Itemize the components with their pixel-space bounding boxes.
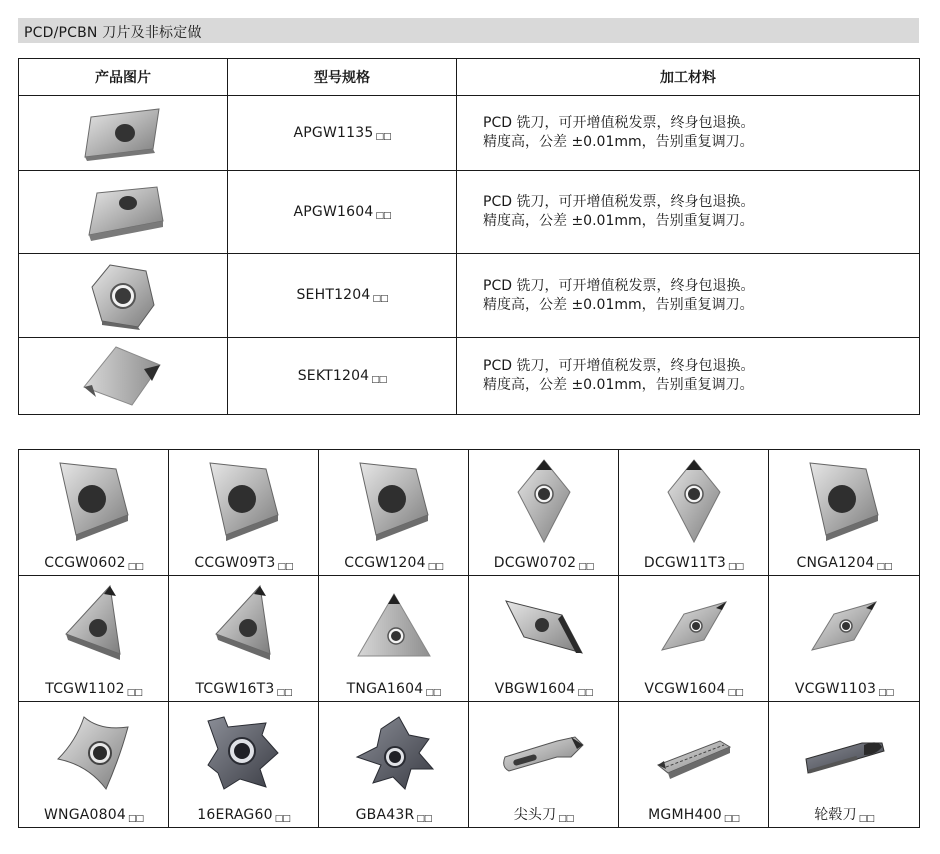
model-cell: SEHT1204 □□ [228,254,457,338]
v-insert-icon [808,600,880,654]
product-image-cell [19,338,228,415]
triangle-insert-icon [354,590,434,664]
product-label: 轮毂刀 □□ [814,807,874,824]
table-row [19,96,920,171]
sekt-insert-icon [78,345,168,407]
grid-cell [19,576,169,702]
product-label: 尖头刀 □□ [513,807,574,824]
product-label: GBA43R □□ [355,807,432,824]
grid-cell [169,576,319,702]
grid-cell [469,576,619,702]
grid-cell [769,450,920,576]
apgw-insert-icon [73,103,173,163]
grid-cell [619,450,769,576]
product-label: CCGW1204 □□ [344,555,443,572]
grid-cell [469,450,619,576]
rhombic-insert-icon [204,459,284,543]
product-image-cell [19,254,228,338]
apgw-insert-icon [73,181,173,243]
grid-cell [19,702,169,828]
product-label: TNGA1604 □□ [346,681,441,698]
product-image-cell [19,171,228,254]
material-cell: PCD 铣刀，可开增值税发票，终身包退换。 精度高，公差 ±0.01mm，告别重复调刀。 [457,96,920,171]
spec-table [18,58,920,415]
rhombic-insert-icon [54,459,134,543]
grid-cell [619,702,769,828]
product-label: TCGW1102 □□ [45,681,142,698]
column-header-model: 型号规格 [228,59,457,96]
hub-tool-icon [802,725,886,781]
grid-cell [319,576,469,702]
section-title: PCD/PCBN 刀片及非标定做 [24,25,202,41]
grid-row [19,702,920,828]
product-label: DCGW11T3 □□ [643,555,744,572]
pointed-tool-icon [499,723,589,783]
triangle-insert-icon [62,584,126,670]
parting-insert-icon [654,723,734,783]
model-cell: APGW1604 □□ [228,171,457,254]
product-label: 16ERAG60 □□ [197,807,290,824]
table-header-row [19,59,920,96]
grid-cell [619,576,769,702]
product-grid [18,449,920,828]
material-cell: PCD 铣刀，可开增值税发票，终身包退换。 精度高，公差 ±0.01mm，告别重复调刀。 [457,254,920,338]
threading-insert-icon [204,713,284,793]
grid-row [19,576,920,702]
triangle-insert-icon [212,584,276,670]
model-cell: APGW1135 □□ [228,96,457,171]
table-row [19,254,920,338]
rhombic-insert-icon [354,459,434,543]
product-label: VCGW1604 □□ [644,681,743,698]
diamond-insert-icon [664,458,724,544]
grid-cell [169,702,319,828]
product-label: WNGA0804 □□ [44,807,143,824]
product-label: CCGW09T3 □□ [194,555,293,572]
material-cell: PCD 铣刀，可开增值税发票，终身包退换。 精度高，公差 ±0.01mm，告别重复调刀。 [457,338,920,415]
v-insert-icon [502,595,586,659]
product-label: CCGW0602 □□ [44,555,143,572]
seht-insert-icon [88,261,158,331]
model-cell: SEKT1204 □□ [228,338,457,415]
grid-cell [769,576,920,702]
grid-cell [769,702,920,828]
material-cell: PCD 铣刀，可开增值税发票，终身包退换。 精度高，公差 ±0.01mm，告别重复调刀。 [457,171,920,254]
grid-row [19,450,920,576]
grid-cell [319,450,469,576]
product-label: VCGW1103 □□ [794,681,894,698]
grid-cell [19,450,169,576]
product-image-cell [19,96,228,171]
table-row [19,171,920,254]
diamond-insert-icon [514,458,574,544]
column-header-material: 加工材料 [457,59,920,96]
product-label: VBGW1604 □□ [494,681,593,698]
trigon-insert-icon [54,713,134,793]
grid-cell [469,702,619,828]
product-label: MGMH400 □□ [648,807,739,824]
rhombic-insert-icon [804,459,884,543]
product-label: DCGW0702 □□ [493,555,594,572]
grooving-insert-icon [351,713,437,793]
section-title-bar [18,18,919,43]
product-label: TCGW16T3 □□ [195,681,292,698]
column-header-image: 产品图片 [19,59,228,96]
table-row [19,338,920,415]
grid-cell [169,450,319,576]
grid-cell [319,702,469,828]
product-label: CNGA1204 □□ [796,555,892,572]
v-insert-icon [658,600,730,654]
